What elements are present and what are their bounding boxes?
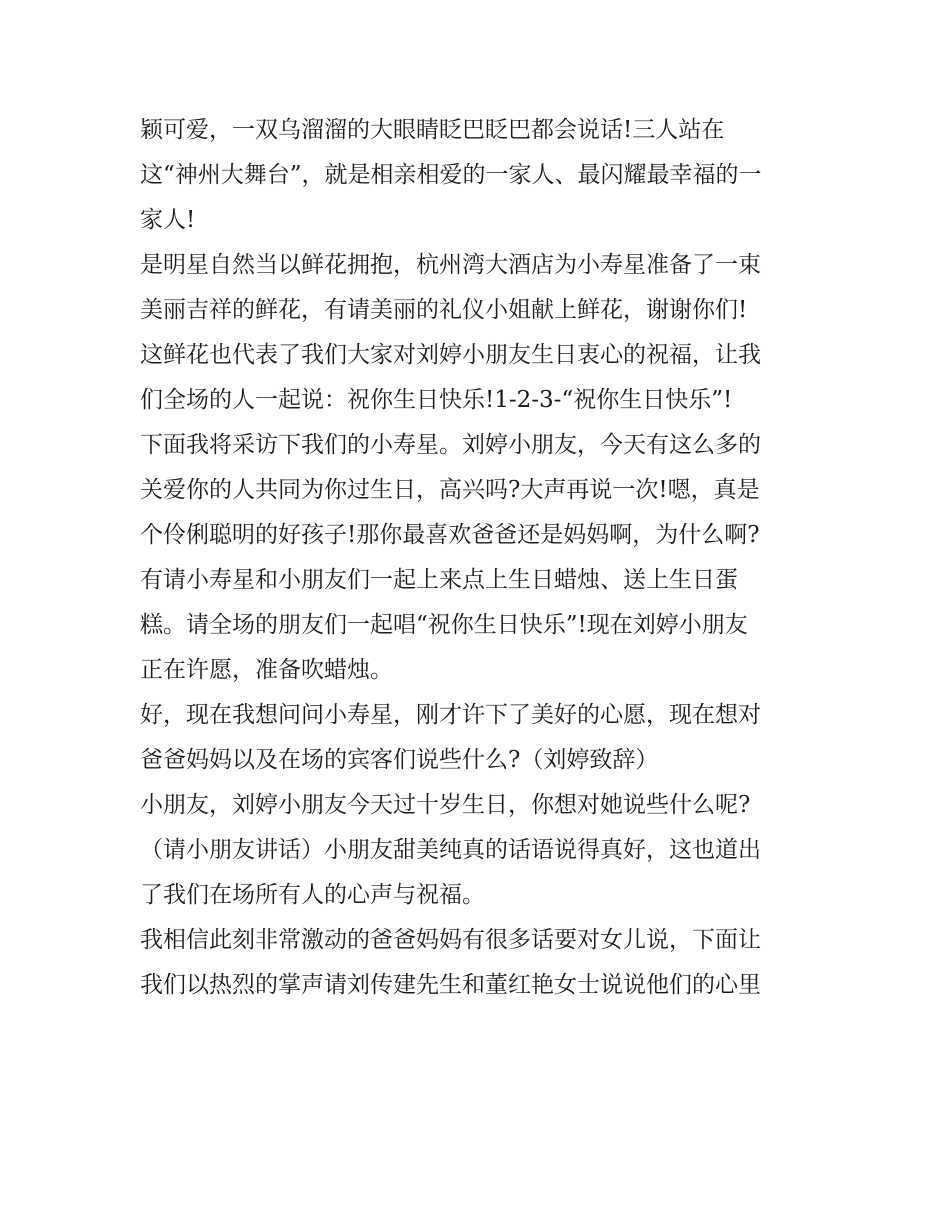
text-line-20: 我们以热烈的掌声请刘传建先生和董红艳女士说说他们的心里: [140, 972, 761, 998]
text-line-4: 是明星自然当以鲜花拥抱，杭州湾大酒店为小寿星准备了一束: [140, 252, 761, 278]
text-line-5: 美丽吉祥的鲜花，有请美丽的礼仪小姐献上鲜花，谢谢你们!: [140, 297, 748, 323]
text-line-8: 下面我将采访下我们的小寿星。刘婷小朋友，今天有这么多的: [140, 432, 761, 458]
text-line-14: 好，现在我想问问小寿星，刚才许下了美好的心愿，现在想对: [140, 702, 761, 728]
text-line-10: 个伶俐聪明的好孩子!那你最喜欢爸爸还是妈妈啊，为什么啊?: [140, 522, 760, 548]
text-line-16: 小朋友，刘婷小朋友今天过十岁生日，你想对她说些什么呢?: [140, 792, 751, 818]
text-line-9: 关爱你的人共同为你过生日，高兴吗?大声再说一次!嗯，真是: [140, 477, 760, 503]
text-line-19: 我相信此刻非常激动的爸爸妈妈有很多话要对女儿说，下面让: [140, 927, 761, 953]
text-line-13: 正在许愿，准备吹蜡烛。: [140, 657, 393, 683]
text-line-1: 颖可爱，一双乌溜溜的大眼睛眨巴眨巴都会说话!三人站在: [140, 117, 725, 143]
text-line-12: 糕。请全场的朋友们一起唱“祝你生日快乐”!现在刘婷小朋友: [140, 612, 748, 638]
text-line-3: 家人!: [140, 207, 196, 233]
text-line-17: （请小朋友讲话）小朋友甜美纯真的话语说得真好，这也道出: [140, 837, 761, 863]
text-line-7: 们全场的人一起说：祝你生日快乐!1-2-3-“祝你生日快乐”!: [140, 387, 733, 413]
text-line-2: 这“神州大舞台”，就是相亲相爱的一家人、最闪耀最幸福的一: [140, 162, 762, 188]
text-line-15: 爸爸妈妈以及在场的宾客们说些什么?（刘婷致辞）: [140, 747, 659, 773]
body-text: [140, 108, 820, 1008]
text-line-18: 了我们在场所有人的心声与祝福。: [140, 882, 485, 908]
text-line-6: 这鲜花也代表了我们大家对刘婷小朋友生日衷心的祝福，让我: [140, 342, 761, 368]
text-line-11: 有请小寿星和小朋友们一起上来点上生日蜡烛、送上生日蛋: [140, 567, 738, 593]
